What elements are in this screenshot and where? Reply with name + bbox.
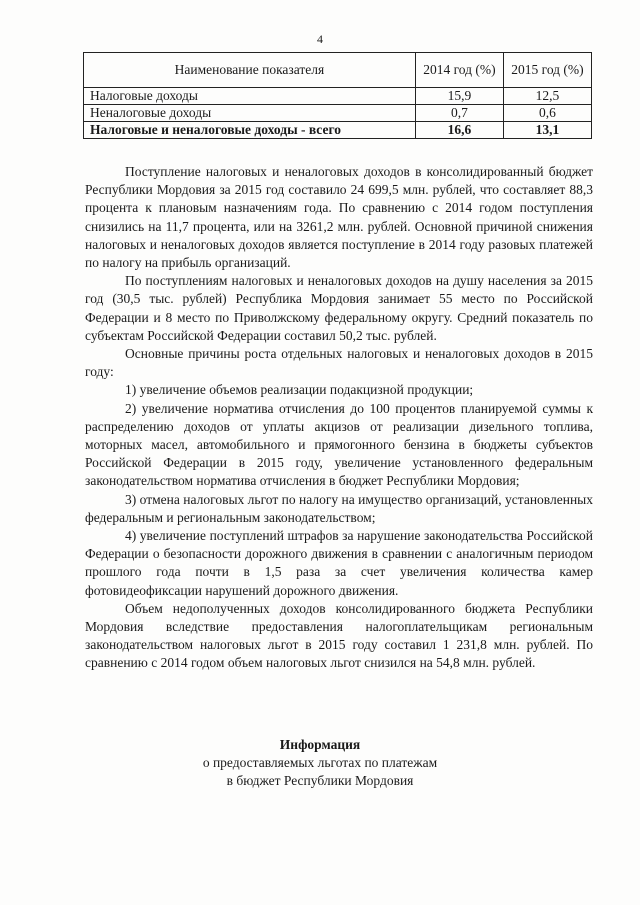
table-row (84, 105, 592, 122)
row-value-2014: 15,9 (415, 88, 503, 105)
header-year-2014: 2014 год (%) (415, 53, 503, 88)
table-row (84, 88, 592, 105)
paragraph: Объем недополученных доходов консолидированного бюджета Республики Мордовия вследствие предоставления налогоплательщикам региональным законодательством налоговых льгот в 2015 году составил 1 231,8 млн. рублей. По сравнению с 2014 годом объем налоговых льгот снизился на 54,8 млн. рублей. (85, 600, 593, 671)
info-heading-block (0, 736, 640, 790)
page-number: 4 (317, 32, 323, 46)
row-value-2015: 0,6 (503, 105, 591, 122)
paragraph: 1) увеличение объемов реализации подакцизной продукции; (125, 382, 474, 398)
paragraph: Основные причины роста отдельных налоговых и неналоговых доходов в 2015 году: (85, 346, 593, 380)
paragraph: 4) увеличение поступлений штрафов за нарушение законодательства Российской Федерации о безопасности дорожного движения в сравнении с аналогичным периодом прошлого года почти в 1,5 раза за счет увеличения количества камер фотовидеофиксации нарушений дорожного движения. (85, 528, 593, 598)
row-value-2015: 12,5 (503, 88, 591, 105)
row-name: Налоговые доходы (84, 88, 416, 105)
info-subtitle-line-2: в бюджет Республики Мордовия (226, 773, 414, 788)
paragraph: 2) увеличение норматива отчисления до 100 процентов планируемой суммы к распределению доходов от уплаты акцизов от реализации дизельного топлива, моторных масел, автомобильного и прямогонного бензина в бюджеты субъектов Российской Федерации в 2015 году, увеличение установленного федеральным законодательством норматива отчисления в бюджет Республики Мордовия; (85, 400, 593, 489)
revenue-table (83, 52, 592, 139)
body-text (85, 163, 593, 673)
paragraph: По поступлениям налоговых и неналоговых доходов на душу населения за 2015 год (30,5 тыс. рублей) Республика Мордовия занимает 55 место по Российской Федерации и 8 место по Приволжскому федеральному округу. Средний показатель по субъектам Российской Федерации составил 50,2 тыс. рублей. (85, 273, 593, 343)
row-name: Налоговые и неналоговые доходы - всего (84, 122, 416, 139)
info-title: Информация (279, 737, 361, 752)
info-subtitle-line-1: о предоставляемых льготах по платежам (202, 755, 438, 770)
header-year-2015: 2015 год (%) (503, 53, 591, 88)
paragraph: Поступление налоговых и неналоговых доходов в консолидированный бюджет Республики Мордовия за 2015 год составило 24 699,5 млн. рублей, что составляет 88,3 процента к плановым назначениям года. По сравнению с 2014 годом поступления снизились на 11,7 процента, или на 3261,2 млн. рублей. Основной причиной снижения налоговых и неналоговых доходов является поступление в 2014 году разовых платежей по налогу на прибыль организаций. (85, 164, 593, 271)
table-header-row (84, 53, 592, 88)
paragraph: 3) отмена налоговых льгот по налогу на имущество организаций, установленных федеральным и региональным законодательством; (85, 491, 593, 525)
row-value-2014: 16,6 (415, 122, 503, 139)
row-value-2015: 13,1 (503, 122, 591, 139)
header-indicator-name: Наименование показателя (84, 53, 416, 88)
row-value-2014: 0,7 (415, 105, 503, 122)
table-row-total (84, 122, 592, 139)
row-name: Неналоговые доходы (84, 105, 416, 122)
